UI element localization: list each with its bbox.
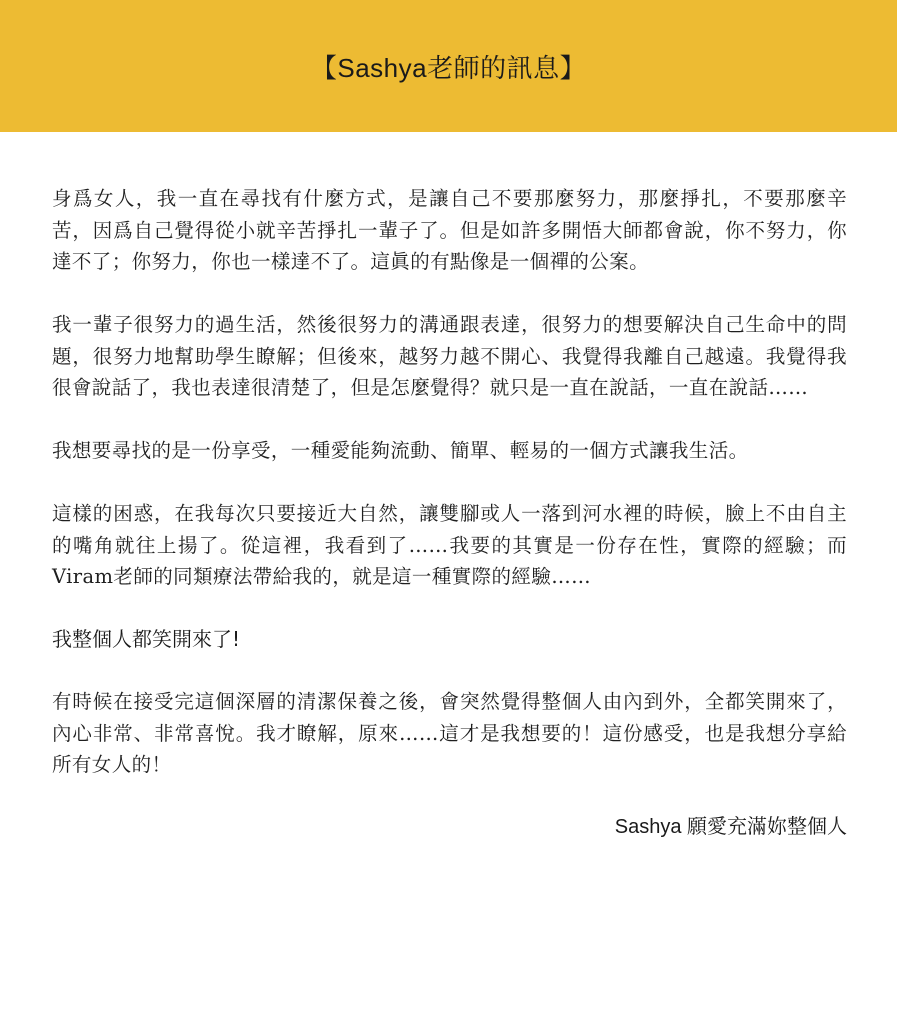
page-title: 【Sashya老師的訊息】 xyxy=(310,52,587,83)
message-body xyxy=(0,132,897,843)
section-heading: 我整個人都笑開來了! xyxy=(52,627,241,651)
paragraph-1: 身爲女人，我一直在尋找有什麼方式，是讓自己不要那麼努力，那麼掙扎，不要那麼辛苦，因爲自己覺得從小就辛苦掙扎一輩子了。但是如許多開悟大師都會說，你不努力，你達不了；你努力，你也一樣達不了。這眞的有點像是一個禪的公案。 xyxy=(52,187,847,273)
paragraph-4: 這樣的困惑，在我每次只要接近大自然，讓雙腳或人一落到河水裡的時候，臉上不由自主的嘴角就往上揚了。從這裡，我看到了……我要的其實是一份存在性，實際的經驗；而Viram老師的同類療法帶給我的，就是這一種實際的經驗…… xyxy=(52,502,847,588)
signature: Sashya 願愛充滿妳整個人 xyxy=(614,816,847,838)
header-banner xyxy=(0,0,897,132)
paragraph-2: 我一輩子很努力的過生活，然後很努力的溝通跟表達，很努力的想要解決自己生命中的問題，很努力地幫助學生瞭解；但後來，越努力越不開心、我覺得我離自己越遠。我覺得我很會說話了，我也表達很清楚了，但是怎麼覺得？就只是一直在說話，一直在說話…… xyxy=(52,313,847,399)
closing-paragraph: 有時候在接受完這個深層的清潔保養之後，會突然覺得整個人由內到外，全都笑開來了，內心非常、非常喜悅。我才瞭解，原來……這才是我想要的！這份感受，也是我想分享給所有女人的！ xyxy=(52,690,847,776)
paragraph-3: 我想要尋找的是一份享受，一種愛能夠流動、簡單、輕易的一個方式讓我生活。 xyxy=(52,439,749,462)
